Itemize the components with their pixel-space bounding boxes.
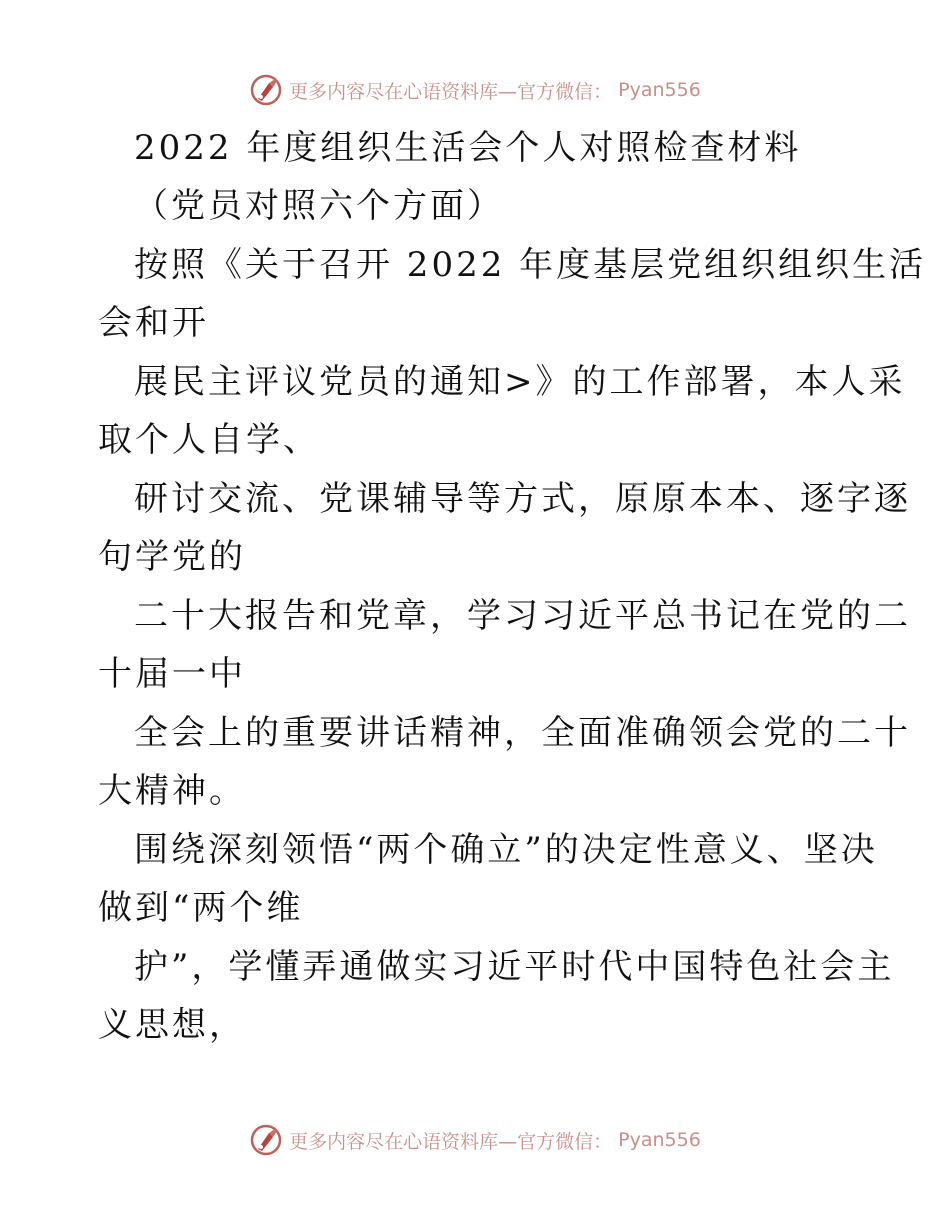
paragraph-line: 句学党的 — [98, 537, 246, 577]
paragraph-line: 做到“两个维 — [98, 888, 304, 928]
paragraph-line: 围绕深刻领悟“两个确立”的决定性意义、坚决 — [134, 830, 878, 870]
paragraph-line: 二十大报告和党章，学习习近平总书记在党的二 — [134, 596, 911, 636]
document-subtitle: （党员对照六个方面） — [134, 186, 504, 226]
header-watermark — [0, 70, 950, 110]
watermark-text: 更多内容尽在心语资料库—官方微信： — [289, 1130, 613, 1153]
paragraph-line: 全会上的重要讲话精神，全面准确领会党的二十 — [134, 713, 911, 753]
pen-nib-logo-icon — [249, 1123, 283, 1157]
watermark-text: 更多内容尽在心语资料库—官方微信： — [289, 80, 613, 103]
paragraph-line: 研讨交流、党课辅导等方式，原原本本、逐字逐 — [134, 479, 911, 519]
paragraph-line: 会和开 — [98, 303, 209, 343]
paragraph-line: 按照《关于召开 2022 年度基层党组织组织生活 — [134, 245, 927, 285]
watermark-account: Pyan556 — [618, 79, 701, 101]
paragraph-line: 义思想， — [98, 1005, 246, 1045]
paragraph-line: 护”，学懂弄通做实习近平时代中国特色社会主 — [134, 947, 895, 987]
document-title: 2022 年度组织生活会个人对照检查材料 — [134, 128, 802, 168]
footer-watermark — [0, 1120, 950, 1160]
paragraph-line: 大精神。 — [98, 771, 246, 811]
paragraph-line: 展民主评议党员的通知>》的工作部署，本人采 — [134, 362, 906, 402]
paragraph-line: 取个人自学、 — [98, 420, 320, 460]
paragraph-line: 十届一中 — [98, 654, 246, 694]
pen-nib-logo-icon — [249, 73, 283, 107]
watermark-account: Pyan556 — [618, 1129, 701, 1151]
